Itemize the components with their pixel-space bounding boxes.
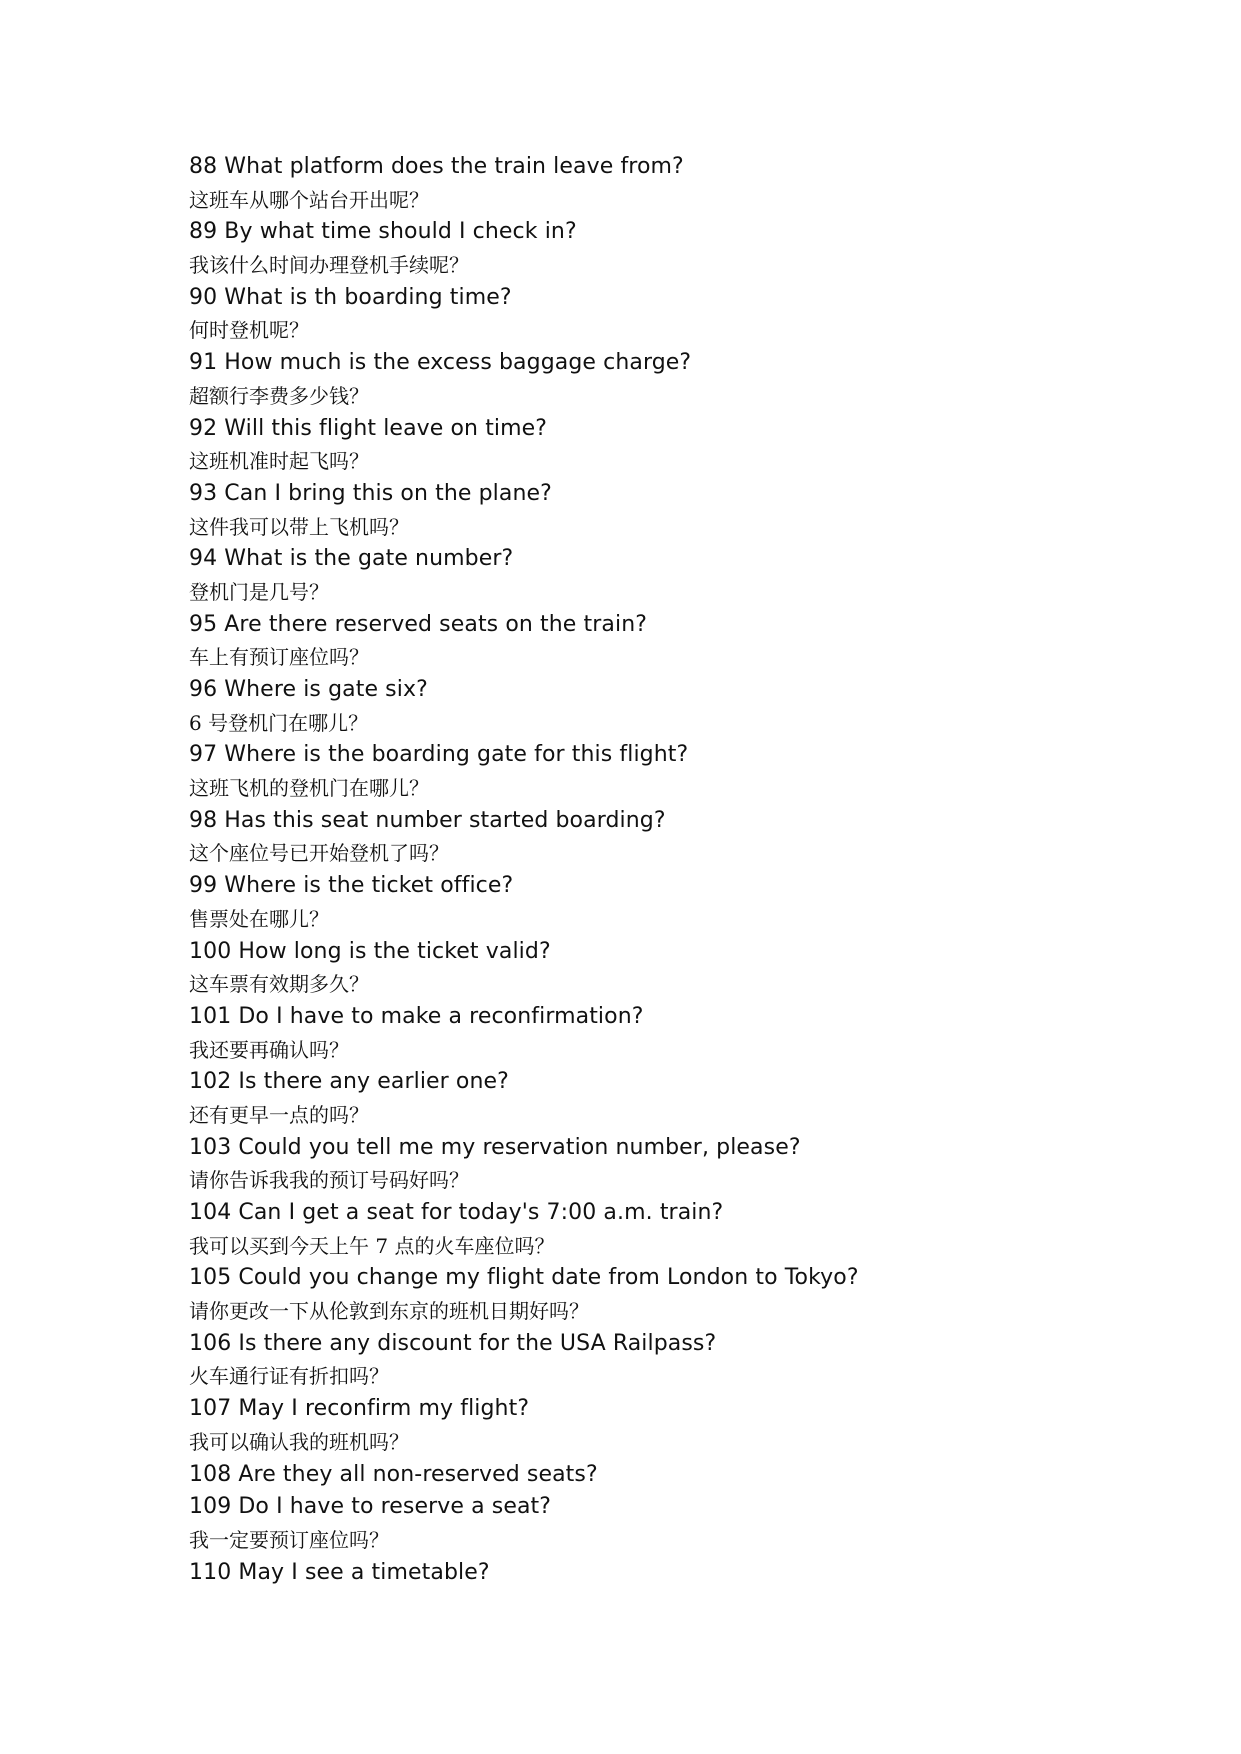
english-phrase: 104 Can I get a seat for today's 7:00 a.m. train? — [189, 1200, 724, 1225]
english-phrase: 103 Could you tell me my reservation number, please? — [189, 1134, 801, 1160]
chinese-translation: 车上有预订座位吗？ — [189, 645, 369, 670]
english-phrase: 89 By what time should I check in? — [189, 219, 577, 245]
chinese-translation: 何时登机呢？ — [189, 318, 309, 343]
english-phrase: 98 Has this seat number started boarding? — [189, 807, 666, 833]
chinese-translation: 这车票有效期多久？ — [189, 972, 369, 997]
chinese-translation: 这班车从哪个站台开出呢？ — [189, 187, 429, 212]
english-phrase: 94 What is the gate number? — [189, 546, 514, 572]
chinese-translation: 请你更改一下从伦敦到东京的班机日期好吗？ — [189, 1299, 589, 1324]
english-phrase: 91 How much is the excess baggage charge? — [189, 350, 692, 376]
english-phrase: 92 Will this flight leave on time? — [189, 415, 548, 441]
chinese-translation: 火车通行证有折扣吗？ — [189, 1364, 389, 1389]
chinese-translation: 我还要再确认吗？ — [189, 1037, 349, 1062]
chinese-translation: 这个座位号已开始登机了吗？ — [189, 841, 449, 866]
chinese-translation: 这班机准时起飞吗？ — [189, 449, 369, 474]
english-phrase: 105 Could you change my flight date from London to Tokyo? — [189, 1265, 859, 1291]
english-phrase: 100 How long is the ticket valid? — [189, 938, 551, 964]
chinese-translation: 我可以确认我的班机吗？ — [189, 1429, 409, 1454]
english-phrase: 102 Is there any earlier one? — [189, 1069, 509, 1095]
chinese-translation: 登机门是几号？ — [189, 579, 329, 604]
chinese-translation: 超额行李费多少钱？ — [189, 383, 369, 408]
chinese-translation: 还有更早一点的吗？ — [189, 1102, 369, 1127]
chinese-translation: 我该什么时间办理登机手续呢？ — [189, 253, 469, 278]
chinese-translation: 这班飞机的登机门在哪儿？ — [189, 776, 429, 801]
english-phrase: 99 Where is the ticket office? — [189, 873, 514, 899]
english-phrase: 93 Can I bring this on the plane? — [189, 480, 552, 506]
english-phrase: 108 Are they all non-reserved seats? — [189, 1461, 598, 1487]
chinese-translation: 6 号登机门在哪儿？ — [189, 710, 369, 735]
chinese-translation: 请你告诉我我的预订号码好吗？ — [189, 1168, 469, 1193]
english-phrase: 95 Are there reserved seats on the train? — [189, 611, 648, 637]
english-phrase: 107 May I reconfirm my flight? — [189, 1396, 530, 1422]
chinese-translation: 我一定要预订座位吗？ — [189, 1527, 389, 1552]
english-phrase: 88 What platform does the train leave from? — [189, 154, 684, 179]
english-phrase: 90 What is th boarding time? — [189, 284, 512, 310]
chinese-translation: 售票处在哪儿？ — [189, 906, 329, 931]
english-phrase: 106 Is there any discount for the USA Railpass? — [189, 1330, 717, 1356]
chinese-translation: 这件我可以带上飞机吗？ — [189, 514, 409, 539]
english-phrase: 101 Do I have to make a reconfirmation? — [189, 1003, 644, 1029]
english-phrase: 97 Where is the boarding gate for this flight? — [189, 742, 689, 768]
english-phrase: 110 May I see a timetable? — [189, 1559, 490, 1585]
english-phrase: 96 Where is gate six? — [189, 677, 428, 702]
phrase-list — [189, 151, 1169, 1589]
english-phrase: 109 Do I have to reserve a seat? — [189, 1494, 552, 1520]
chinese-translation: 我可以买到今天上午 7 点的火车座位吗？ — [189, 1233, 555, 1258]
